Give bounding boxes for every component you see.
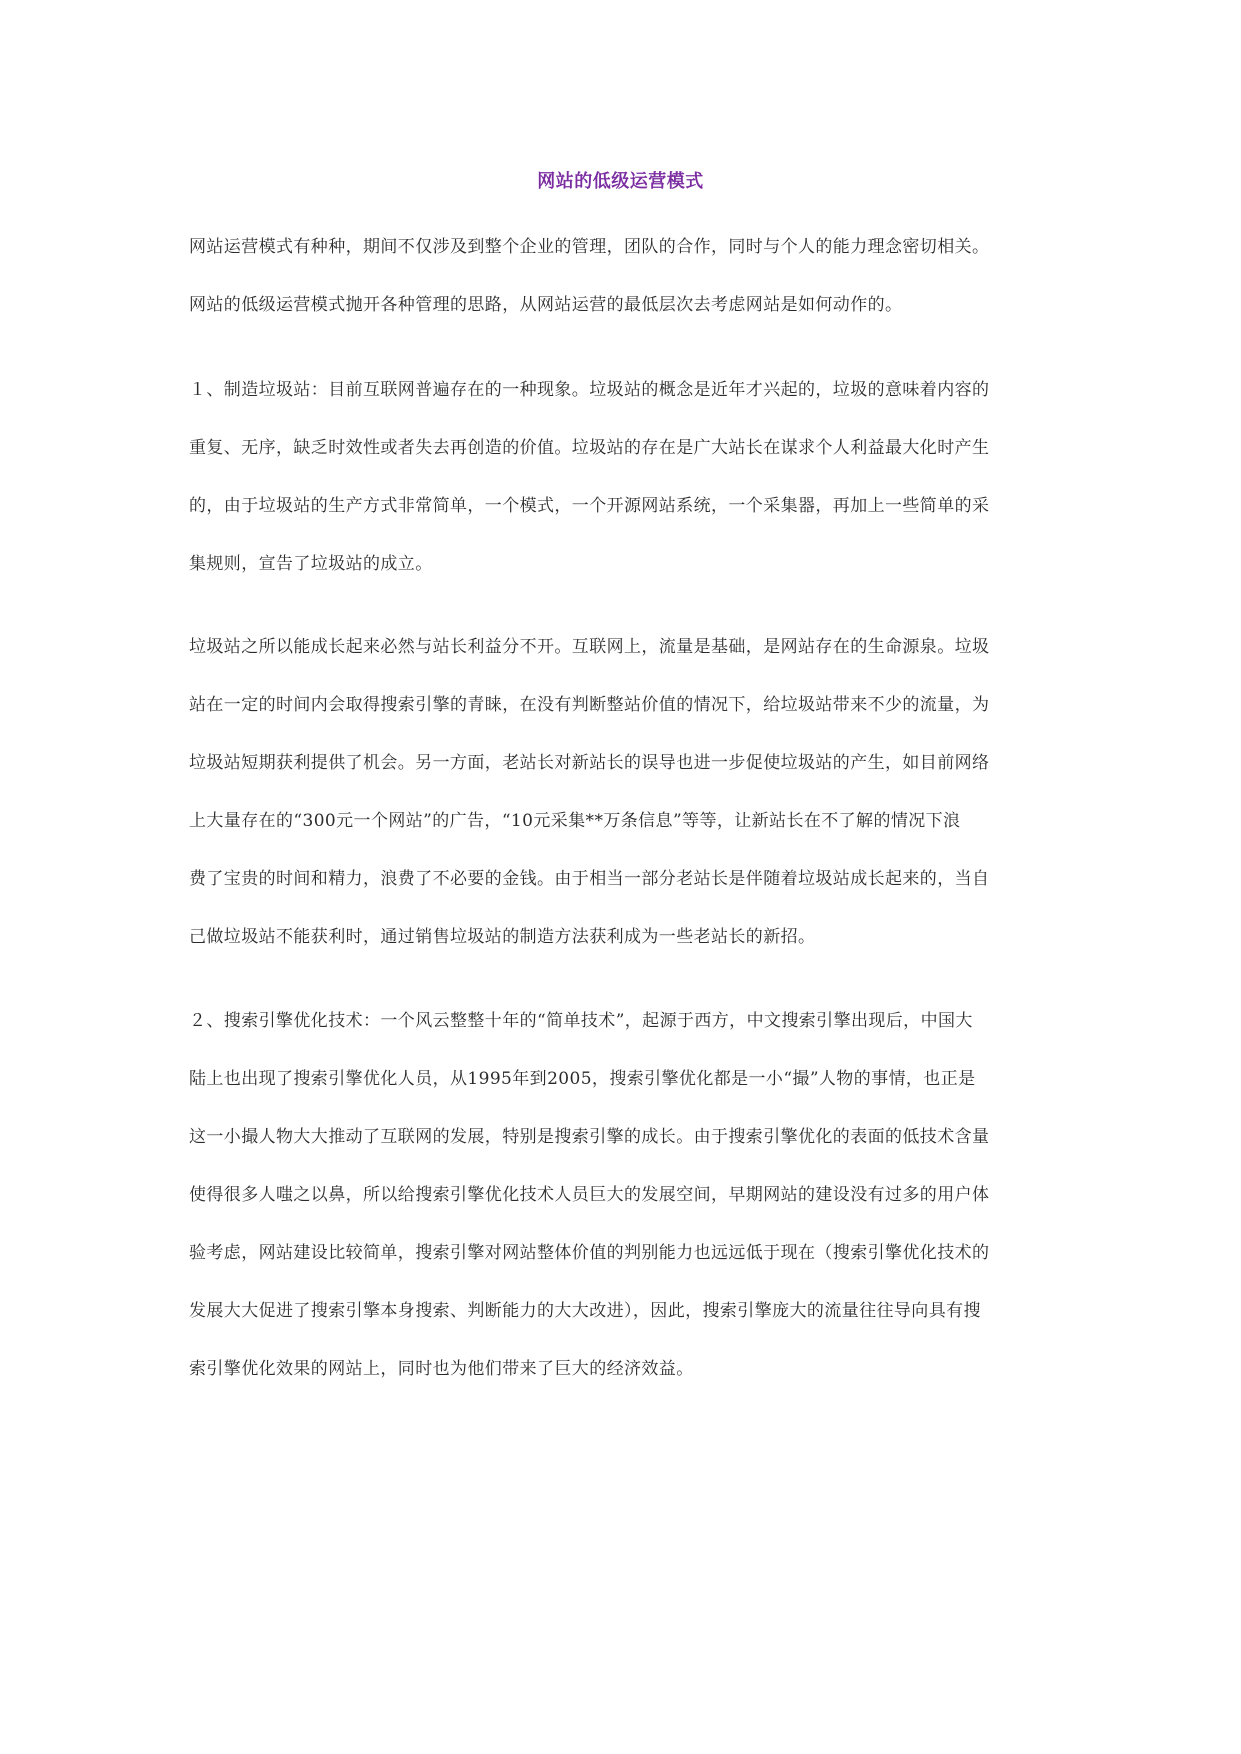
section2-line: 陆上也出现了搜索引擎优化人员，从1995年到2005，搜索引擎优化都是一小“撮”人物的事情，也正是 [189,1069,976,1089]
section2-line: 索引擎优化效果的网站上，同时也为他们带来了巨大的经济效益。 [189,1359,694,1379]
intro-line: 网站运营模式有种种，期间不仅涉及到整个企业的管理，团队的合作，同时与个人的能力理念密切相关。 [189,237,990,257]
section2-line: 验考虑，网站建设比较简单，搜索引擎对网站整体价值的判别能力也远远低于现在（搜索引擎优化技术的 [189,1243,990,1263]
section1b-line: 己做垃圾站不能获利时，通过销售垃圾站的制造方法获利成为一些老站长的新招。 [189,927,816,947]
section1b-line: 站在一定的时间内会取得搜索引擎的青睐，在没有判断整站价值的情况下，给垃圾站带来不少的流量，为 [189,695,990,715]
document-title: 网站的低级运营模式 [537,171,704,192]
section1b-line: 垃圾站短期获利提供了机会。另一方面，老站长对新站长的误导也进一步促使垃圾站的产生，如目前网络 [189,753,990,773]
section1-line: １、制造垃圾站：目前互联网普遍存在的一种现象。垃圾站的概念是近年才兴起的，垃圾的意味着内容的 [189,380,990,400]
section1-line: 的，由于垃圾站的生产方式非常简单，一个模式，一个开源网站系统，一个采集器，再加上一些简单的采 [189,496,990,516]
section2-line: 使得很多人嗤之以鼻，所以给搜索引擎优化技术人员巨大的发展空间，早期网站的建设没有过多的用户体 [189,1185,990,1205]
section2-line: 这一小撮人物大大推动了互联网的发展，特别是搜索引擎的成长。由于搜索引擎优化的表面的低技术含量 [189,1127,990,1147]
section1-line: 重复、无序，缺乏时效性或者失去再创造的价值。垃圾站的存在是广大站长在谋求个人利益最大化时产生 [189,438,990,458]
section2-line: 发展大大促进了搜索引擎本身搜索、判断能力的大大改进），因此，搜索引擎庞大的流量往往导向具有搜 [189,1301,981,1321]
section1b-line: 垃圾站之所以能成长起来必然与站长利益分不开。互联网上，流量是基础，是网站存在的生命源泉。垃圾 [189,637,990,657]
section1b-line: 上大量存在的“300元一个网站”的广告，“10元采集**万条信息”等等，让新站长在不了解的情况下浪 [189,811,961,831]
intro-line: 网站的低级运营模式抛开各种管理的思路，从网站运营的最低层次去考虑网站是如何动作的。 [189,295,903,315]
section1b-line: 费了宝贵的时间和精力，浪费了不必要的金钱。由于相当一部分老站长是伴随着垃圾站成长起来的，当自 [189,869,990,889]
section1-line: 集规则，宣告了垃圾站的成立。 [189,554,433,574]
section2-line: ２、搜索引擎优化技术：一个风云整整十年的“简单技术”，起源于西方，中文搜索引擎出现后，中国大 [189,1011,973,1031]
